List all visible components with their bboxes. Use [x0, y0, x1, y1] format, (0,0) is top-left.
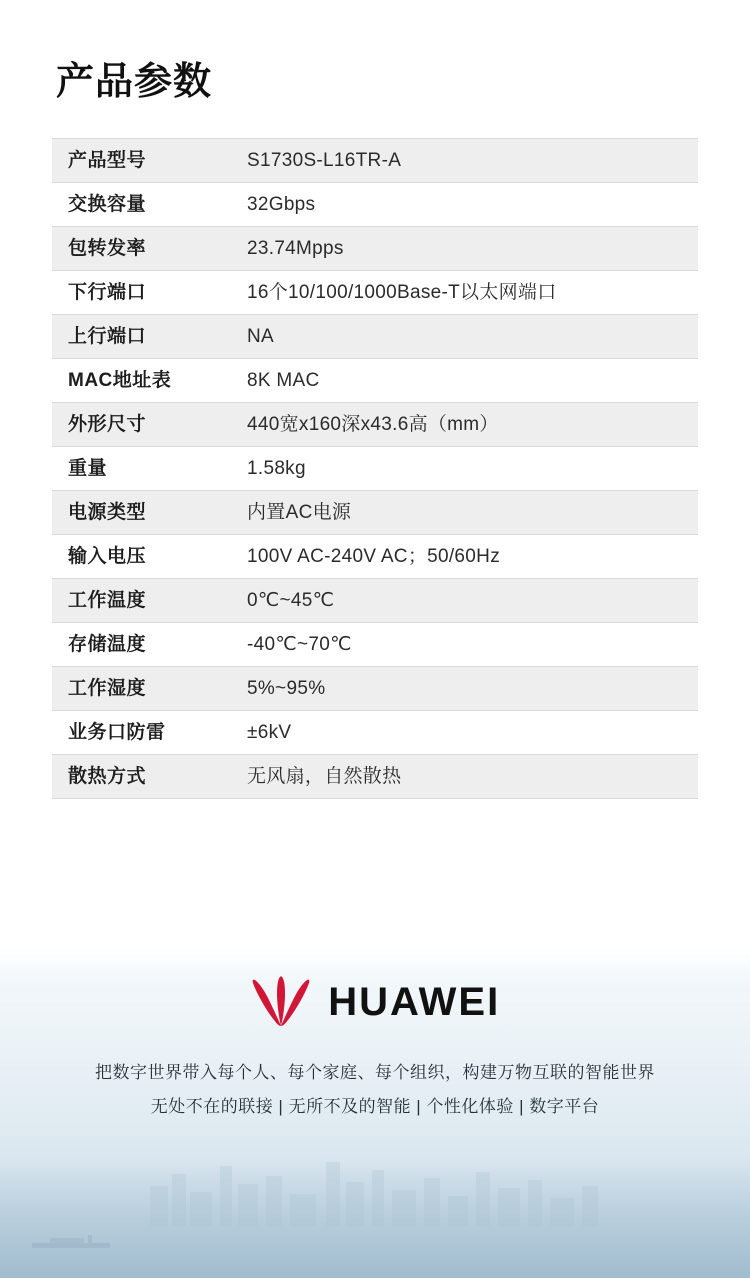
- spec-label: 下行端口: [52, 271, 227, 315]
- spec-value: 440宽x160深x43.6高（mm）: [227, 403, 698, 447]
- table-row: [52, 139, 698, 183]
- spec-value: S1730S-L16TR-A: [227, 139, 698, 183]
- spec-value: -40℃~70℃: [227, 623, 698, 667]
- slogan-line-1: 把数字世界带入每个人、每个家庭、每个组织，构建万物互联的智能世界: [95, 1063, 655, 1082]
- table-row: [52, 227, 698, 271]
- spec-label: 包转发率: [52, 227, 227, 271]
- city-skyline-icon: [0, 1146, 750, 1226]
- boat-icon: [30, 1234, 120, 1250]
- spec-label: 工作温度: [52, 579, 227, 623]
- spec-label: MAC地址表: [52, 359, 227, 403]
- footer-banner: [0, 948, 750, 1278]
- spec-table-body: [52, 139, 698, 799]
- spec-label: 工作湿度: [52, 667, 227, 711]
- table-row: [52, 579, 698, 623]
- spec-table: [52, 138, 698, 799]
- spec-label: 散热方式: [52, 755, 227, 799]
- spec-label: 上行端口: [52, 315, 227, 359]
- huawei-logo: [0, 976, 750, 1038]
- table-row: [52, 623, 698, 667]
- spec-label: 外形尺寸: [52, 403, 227, 447]
- table-row: [52, 667, 698, 711]
- spec-value: NA: [227, 315, 698, 359]
- brand-slogan: [0, 1056, 750, 1124]
- table-row: [52, 711, 698, 755]
- spec-value: 0℃~45℃: [227, 579, 698, 623]
- table-row: [52, 315, 698, 359]
- spec-label: 产品型号: [52, 139, 227, 183]
- table-row: [52, 271, 698, 315]
- spec-value: 23.74Mpps: [227, 227, 698, 271]
- huawei-flower-icon: [250, 976, 312, 1028]
- spec-label: 输入电压: [52, 535, 227, 579]
- slogan-line-2: 无处不在的联接 | 无所不及的智能 | 个性化体验 | 数字平台: [150, 1097, 600, 1116]
- spec-value: 1.58kg: [227, 447, 698, 491]
- spec-value: 16个10/100/1000Base-T以太网端口: [227, 271, 698, 315]
- table-row: [52, 755, 698, 799]
- spec-value: ±6kV: [227, 711, 698, 755]
- spec-label: 业务口防雷: [52, 711, 227, 755]
- table-row: [52, 535, 698, 579]
- page-title: 产品参数: [56, 61, 213, 103]
- spec-label: 电源类型: [52, 491, 227, 535]
- spec-label: 重量: [52, 447, 227, 491]
- table-row: [52, 403, 698, 447]
- spec-value: 无风扇，自然散热: [227, 755, 698, 799]
- spec-value: 5%~95%: [227, 667, 698, 711]
- spec-label: 交换容量: [52, 183, 227, 227]
- huawei-wordmark: HUAWEI: [328, 979, 501, 1024]
- spec-value: 100V AC-240V AC；50/60Hz: [227, 535, 698, 579]
- spec-value: 内置AC电源: [227, 491, 698, 535]
- table-row: [52, 359, 698, 403]
- table-row: [52, 183, 698, 227]
- table-row: [52, 491, 698, 535]
- table-row: [52, 447, 698, 491]
- spec-value: 32Gbps: [227, 183, 698, 227]
- spec-label: 存储温度: [52, 623, 227, 667]
- spec-value: 8K MAC: [227, 359, 698, 403]
